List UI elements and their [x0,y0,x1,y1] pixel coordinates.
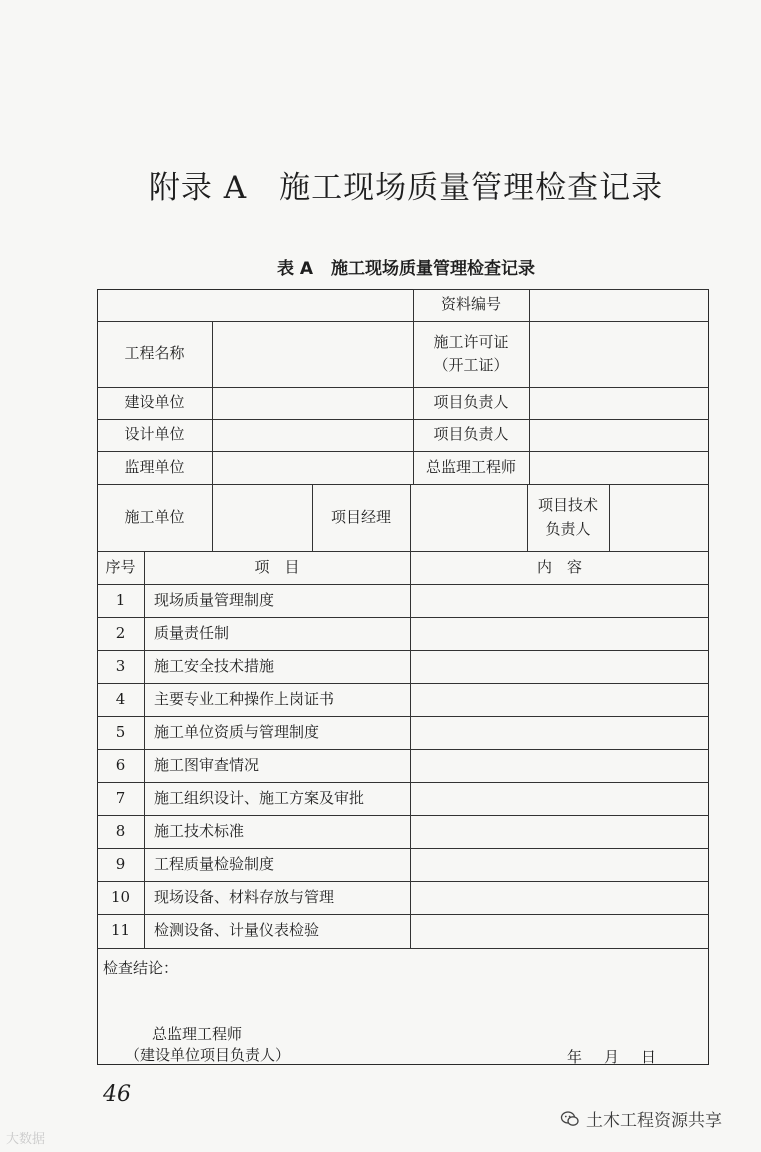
project-name-value[interactable] [212,321,413,387]
permit-value[interactable] [529,321,709,387]
doc-no-label: 资料编号 [440,295,501,314]
design-lead-value[interactable] [529,419,709,451]
wechat-icon [560,1109,580,1129]
row-content[interactable] [410,650,709,683]
row-item: 工程质量检验制度 [154,854,275,873]
row-number: 6 [115,755,126,774]
signature-date [567,1046,678,1067]
page-title: 附录 A 施工现场质量管理检查记录 [148,170,664,206]
tech-lead-label: 项目技术 负责人 [537,496,598,538]
chief-supervisor-value[interactable] [529,451,709,484]
row-item: 施工安全技术措施 [154,656,275,675]
column-header-content: 内 容 [536,557,582,576]
row-content[interactable] [410,716,709,749]
signer-subtitle: （建设单位项目负责人） [125,1046,291,1064]
corner-watermark: 大数据 [6,1132,46,1147]
row-number: 3 [115,656,126,675]
column-header-item: 项 目 [254,557,300,576]
row-number: 5 [115,722,126,741]
row-item: 施工组织设计、施工方案及审批 [154,788,365,807]
contractor-value[interactable] [212,484,312,551]
owner-label: 建设单位 [124,393,185,412]
row-item: 检测设备、计量仪表检验 [154,921,320,940]
row-content[interactable] [410,617,709,650]
contractor-label: 施工单位 [124,507,185,526]
pm-value[interactable] [410,484,527,551]
row-content[interactable] [410,881,709,914]
row-number: 10 [110,887,131,906]
row-item: 施工图审查情况 [154,755,260,774]
table-caption-number: 表 A [276,259,314,279]
date-year: 年 [567,1048,583,1066]
row-item: 主要专业工种操作上岗证书 [154,689,335,708]
table-caption-text: 施工现场质量管理检查记录 [331,259,536,279]
row-item: 施工单位资质与管理制度 [154,722,320,741]
row-number: 2 [115,623,126,642]
design-value[interactable] [212,419,413,451]
row-number: 4 [115,689,126,708]
pm-label: 项目经理 [330,507,391,526]
table-caption [0,254,761,279]
signer-title: 总监理工程师 [152,1025,243,1043]
row-item: 现场质量管理制度 [154,590,275,609]
design-label: 设计单位 [124,425,185,444]
date-month: 月 [604,1048,620,1066]
row-number: 11 [110,921,131,940]
design-lead-label: 项目负责人 [433,425,509,444]
watermark-text: 土木工程资源共享 [586,1111,722,1131]
doc-no-value[interactable] [529,289,709,321]
row-content[interactable] [410,749,709,782]
row-number: 8 [115,821,126,840]
owner-lead-label: 项目负责人 [433,393,509,412]
row-number: 7 [115,788,126,807]
grid-line [97,948,709,949]
supervisor-value[interactable] [212,451,413,484]
chief-supervisor-label: 总监理工程师 [425,457,516,476]
row-item: 质量责任制 [154,623,230,642]
row-content[interactable] [410,848,709,881]
row-content[interactable] [410,815,709,848]
column-header-no: 序号 [105,557,136,576]
inspection-record-table [97,289,709,1065]
watermark [560,1106,722,1131]
tech-lead-value[interactable] [609,484,709,551]
row-number: 1 [115,590,126,609]
row-item: 现场设备、材料存放与管理 [154,887,335,906]
row-number: 9 [115,854,126,873]
owner-value[interactable] [212,387,413,419]
project-name-label: 工程名称 [124,344,185,363]
date-day: 日 [641,1048,657,1066]
supervisor-label: 监理单位 [124,457,185,476]
permit-label: 施工许可证 （开工证） [433,332,509,374]
row-content[interactable] [410,914,709,948]
row-item: 施工技术标准 [154,821,245,840]
owner-lead-value[interactable] [529,387,709,419]
conclusion-label: 检查结论： [103,959,179,977]
row-content[interactable] [410,683,709,716]
row-content[interactable] [410,782,709,815]
page-number: 46 [103,1082,131,1107]
row-content[interactable] [410,584,709,617]
